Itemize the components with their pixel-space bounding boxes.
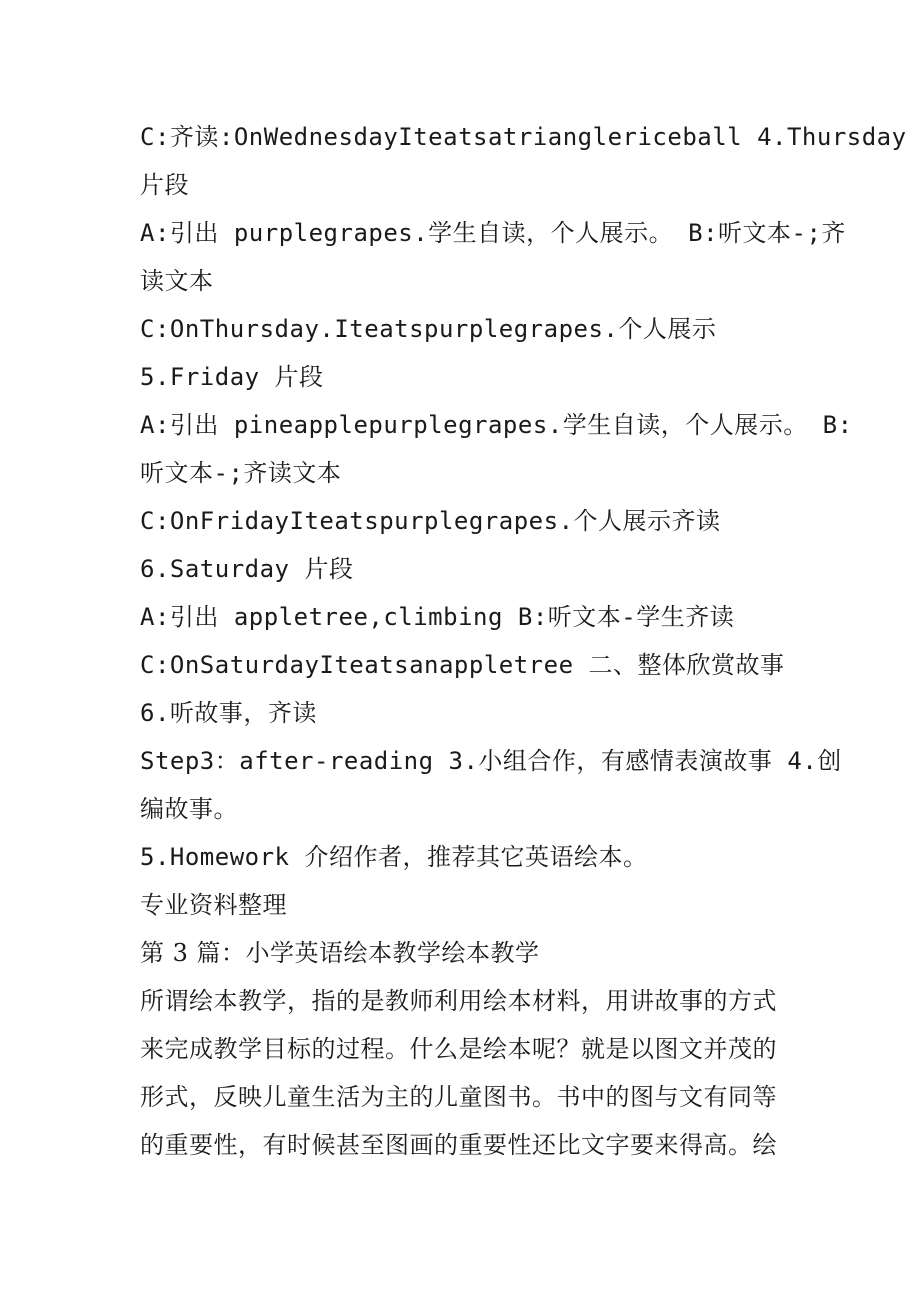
text-line-10: 6.Saturday 片段 [140,555,354,583]
text-line-12: C:OnSaturdayIteatsanappletree 二、整体欣赏故事 [140,651,785,679]
text-line-1: C:齐读:OnWednesdayIteatsatrianglericeball 4.Thursday [140,123,907,151]
text-line-17: 专业资料整理 [140,891,287,919]
text-line-20: 来完成教学目标的过程。什么是绘本呢？就是以图文并茂的 [140,1035,777,1063]
text-line-11: A:引出 appletree,climbing B:听文本-学生齐读 [140,603,735,631]
text-line-2: 片段 [140,171,189,199]
text-line-15: 编故事。 [140,795,238,823]
text-line-18: 第 3 篇：小学英语绘本教学绘本教学 [140,939,540,967]
text-line-3: A:引出 purplegrapes.学生自读，个人展示。 B:听文本-;齐 [140,219,846,247]
text-line-19: 所谓绘本教学，指的是教师利用绘本材料，用讲故事的方式 [140,987,777,1015]
text-line-22: 的重要性，有时候甚至图画的重要性还比文字要来得高。绘 [140,1131,777,1159]
text-line-16: 5.Homework 介绍作者，推荐其它英语绘本。 [140,843,648,871]
text-line-13: 6.听故事，齐读 [140,699,317,727]
text-line-8: 听文本-;齐读文本 [140,459,342,487]
text-line-9: C:OnFridayIteatspurplegrapes.个人展示齐读 [140,507,721,535]
text-line-6: 5.Friday 片段 [140,363,324,391]
text-line-7: A:引出 pineapplepurplegrapes.学生自读，个人展示。 B: [140,411,853,439]
text-line-21: 形式，反映儿童生活为主的儿童图书。书中的图与文有同等 [140,1083,777,1111]
text-line-5: C:OnThursday.Iteatspurplegrapes.个人展示 [140,315,717,343]
text-line-14: Step3：after-reading 3.小组合作，有感情表演故事 4.创 [140,747,842,775]
text-line-4: 读文本 [140,267,214,295]
